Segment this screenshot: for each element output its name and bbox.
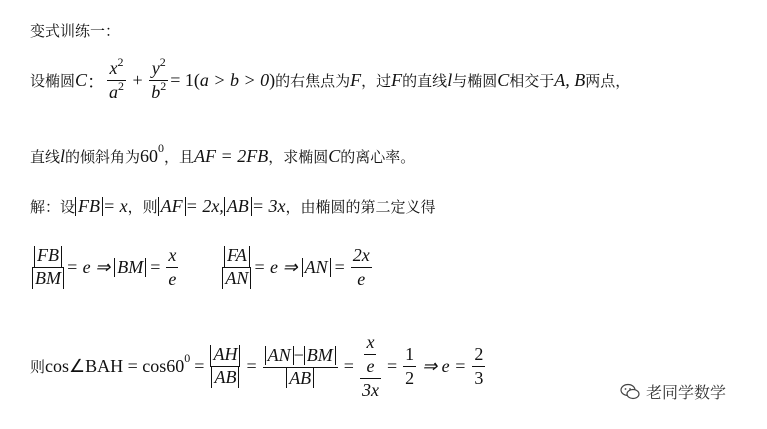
fraction-x-e: $\frac{x}{e}$: [168, 245, 177, 289]
wechat-icon: [620, 383, 640, 401]
p2-mid2: ，且: [164, 148, 195, 166]
fraction-row-1: [30, 245, 374, 290]
problem-line-1: 设椭圆 C ： $\frac{x^2}{a^2}$ + $\frac{y^2}{b^2}$ = 1( a > b > 0 ) 的右焦点为 F ，过 F 的直线 l 与椭圆 C 相交于 A, B 两点，: [30, 55, 631, 102]
eq-d: =: [386, 356, 398, 376]
ellipse-C-2: C: [497, 70, 510, 90]
eq-2x: = 2x,: [185, 196, 224, 216]
f2-eq: = e ⇒: [253, 257, 298, 277]
angle-value: 60: [140, 146, 159, 166]
fraction-AH-AB: $\frac{AH}{AB}$: [210, 345, 240, 388]
p2-prefix: 直线: [30, 148, 61, 166]
f1-eq2: =: [150, 257, 161, 277]
fraction-x-over-e-3x: $\frac{\frac{x}{e}}{3x}$: [361, 332, 379, 400]
solution-intro-line: [30, 196, 435, 217]
abs-BM: BM: [114, 258, 146, 278]
line-l-2: l: [60, 146, 66, 166]
final-line: [30, 332, 487, 401]
close-paren: ): [269, 70, 276, 90]
fraction-2x-e: $\frac{2x}{e}$: [352, 245, 370, 289]
watermark-text: 老同学数学: [646, 383, 727, 402]
by-definition-text: ，由椭圆的第二定义得: [285, 198, 436, 216]
p1-mid4: 与椭圆: [452, 72, 498, 90]
p2-mid3: ，求椭圆: [268, 148, 329, 166]
colon: ：: [87, 71, 106, 92]
problem-line-2: [30, 141, 416, 167]
points-AB: A, B: [554, 70, 586, 90]
final-degree: 0: [184, 351, 191, 365]
p1-mid2: ，过: [361, 72, 392, 90]
p2-mid1: 的倾斜角为: [65, 148, 141, 166]
final-prefix: 则: [30, 358, 46, 376]
solution-intro: 解：设: [30, 198, 76, 216]
eq-one: = 1(: [170, 70, 200, 90]
eq-a: =: [194, 356, 205, 376]
fraction-y2-b2: $\frac{y^2}{b^2}$: [151, 55, 167, 102]
condition: a > b > 0: [199, 70, 270, 90]
cos-expression: cos∠BAH = cos60: [45, 356, 185, 376]
fraction-FB-BM: $\frac{FB}{BM}$: [32, 246, 64, 289]
p1-end: 两点，: [585, 72, 631, 90]
p1-mid3: 的直线: [402, 72, 448, 90]
p2-end: 的离心率。: [340, 148, 416, 166]
angle-degree: 0: [158, 141, 165, 155]
fraction-x2-a2: $\frac{x^2}{a^2}$: [109, 55, 125, 102]
vector-equation: AF = 2FB: [194, 146, 269, 166]
watermark: [620, 380, 726, 403]
p1-mid5: 相交于: [509, 72, 555, 90]
abs-FB: FB: [75, 197, 103, 217]
focus-F-2: F: [391, 70, 403, 90]
fraction-AN-BM-AB: $\frac{AN - BM}{AB}$: [263, 345, 338, 389]
f2-eq2: =: [334, 257, 345, 277]
p1-prefix: 设椭圆: [30, 72, 76, 90]
fraction-two-thirds: $\frac{2}{3}$: [474, 344, 484, 388]
eq-3x: = 3x: [251, 196, 286, 216]
fraction-FA-AN: $\frac{FA}{AN}$: [222, 246, 251, 289]
then-text: ，则: [127, 198, 158, 216]
abs-AB: AB: [224, 197, 252, 217]
heading: 变式训练一：: [30, 22, 121, 40]
ellipse-name: C: [75, 70, 88, 90]
fraction-half: $\frac{1}{2}$: [405, 344, 415, 388]
p1-mid1: 的右焦点为: [275, 72, 351, 90]
ellipse-C-3: C: [328, 146, 341, 166]
f1-eq: = e ⇒: [66, 257, 111, 277]
focus-F: F: [350, 70, 362, 90]
eq-c: =: [343, 356, 354, 376]
line-l: l: [447, 70, 453, 90]
implies-e: ⇒ e =: [422, 356, 467, 376]
eq-b: =: [246, 356, 257, 376]
abs-AF: AF: [158, 197, 186, 217]
abs-AN: AN: [302, 258, 331, 278]
eq-x: = x: [103, 196, 128, 216]
